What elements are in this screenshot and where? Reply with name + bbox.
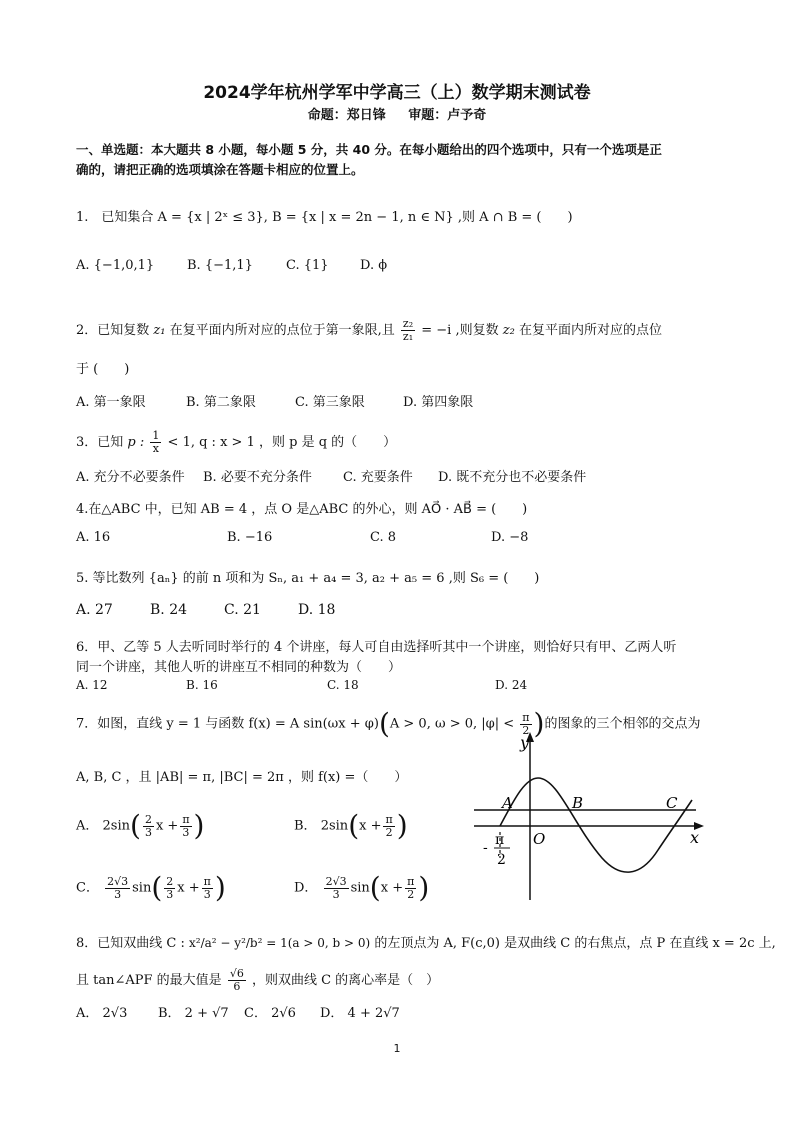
q7-option-b-coef: 2sin xyxy=(320,818,349,834)
q1-option-c: C. {1} xyxy=(286,258,329,273)
q2-option-a: A. 第一象限 xyxy=(76,395,146,410)
q2-text-a: 2．已知复数 xyxy=(76,323,150,338)
q4-option-b: B. −16 xyxy=(227,530,273,545)
q2-stem xyxy=(76,318,662,343)
q7-option-b-label: B． xyxy=(294,818,317,834)
q7-option-c: C． $\frac{2√3}{3}$ sin( $\frac{2}{3}$ x + $\frac{\pi}{3}$ ) xyxy=(76,871,226,904)
q2-stem-line2: 于 ( ) xyxy=(76,362,130,377)
q7-cond-num: π xyxy=(522,710,530,724)
section-instructions-line2: 确的，请把正确的选项填涂在答题卡相应的位置上。 xyxy=(76,162,364,177)
q7-stem-line2: A, B, C ，且 |AB| = π, |BC| = 2π ，则 f(x) =（ ） xyxy=(76,770,408,785)
q3-option-b: B. 必要不充分条件 xyxy=(203,470,312,485)
q7-option-a-frac1-den: 3 xyxy=(144,825,152,839)
q7-text-b: 的图象的三个相邻的交点为 xyxy=(544,716,701,732)
q3-option-c: C. 充要条件 xyxy=(343,470,413,485)
q7-option-c-sin: sin xyxy=(132,880,152,896)
q6-option-c: C. 18 xyxy=(327,678,359,692)
q7-option-c-frac2 xyxy=(202,876,213,901)
q3-fraction xyxy=(150,430,161,455)
q2-option-c: C. 第三象限 xyxy=(295,395,365,410)
sine-curve xyxy=(500,778,692,872)
q8-text-d: ，则双曲线 C 的离心率是（ ） xyxy=(251,973,440,988)
q3-frac-num: 1 xyxy=(152,429,160,442)
point-c-label: C xyxy=(666,794,678,812)
q8-text-b: 的左顶点为 A, F(c,0) 是双曲线 C 的右焦点，点 P 在直线 x = 2c 上, xyxy=(374,936,776,951)
q5-option-c: C. 21 xyxy=(224,602,261,618)
q6-option-a: A. 12 xyxy=(76,678,108,692)
q3-text-b: < 1, q : x > 1 ，则 xyxy=(167,435,285,450)
point-b-label: B xyxy=(572,794,584,812)
reviewer-credit: 审题：卢予奇 xyxy=(408,108,487,123)
q7-option-c-frac2-num: π xyxy=(203,874,211,888)
q8-text-a: 8．已知双曲线 C : xyxy=(76,936,185,951)
q7-cond-den: 2 xyxy=(522,723,530,737)
q2-option-b: B. 第二象限 xyxy=(186,395,256,410)
q6-stem-line1: 6．甲、乙等 5 人去听同时举行的 4 个讲座，每人可自由选择听其中一个讲座，则恰好只有甲、乙两人听 xyxy=(76,640,677,655)
exam-credits xyxy=(0,104,794,123)
q8-hyperbola-equation: x²/a² − y²/b² = 1(a > 0, b > 0) xyxy=(189,936,371,950)
q4-option-d: D. −8 xyxy=(491,530,529,545)
q7-option-d-frac-den: 2 xyxy=(407,887,415,901)
q5-option-b: B. 24 xyxy=(150,602,188,618)
q2-fraction xyxy=(401,318,415,343)
q7-option-a-coef: 2sin xyxy=(102,818,131,834)
q2-text-c: = −i ,则复数 xyxy=(421,323,499,338)
q8-option-d: D． 4 + 2√7 xyxy=(320,1006,400,1021)
q7-option-c-frac1-den: 3 xyxy=(166,887,174,901)
q2-z1: z₁ xyxy=(153,323,166,338)
point-a-label: A xyxy=(502,794,513,812)
q7-option-a-frac2-den: 3 xyxy=(182,825,190,839)
q2-option-d: D. 第四象限 xyxy=(403,395,474,410)
neg-pi-numerator: π xyxy=(495,832,505,848)
q8-frac-den: 6 xyxy=(233,980,241,993)
q4-stem: 4.在△ABC 中，已知 AB = 4 ，点 O 是△ABC 的外心，则 AO⃗ · AB⃗ = ( ) xyxy=(76,502,528,517)
q2-frac-num: z₂ xyxy=(402,317,414,330)
q6-stem-line2: 同一个讲座，其他人听的讲座互不相同的种数为（ ） xyxy=(76,660,402,675)
q7-option-c-var: x + xyxy=(177,880,200,896)
q1-option-d: D. ϕ xyxy=(360,258,388,273)
q7-option-a-frac1 xyxy=(143,814,154,839)
section-instructions-line1: 一、单选题：本大题共 8 小题，每小题 5 分，共 40 分。在每小题给出的四个选项中，只有一个选项是正 xyxy=(76,142,662,157)
neg-pi-denominator: 2 xyxy=(497,852,506,868)
q7-option-c-coef xyxy=(105,876,130,901)
q8-option-a: A． 2√3 xyxy=(76,1006,128,1021)
q7-option-c-frac2-den: 3 xyxy=(203,887,211,901)
q3-text-a: 3．已知 xyxy=(76,435,124,450)
q7-option-d-coef xyxy=(324,876,349,901)
q7-option-c-coef-num: 2√3 xyxy=(107,874,129,888)
y-axis-label: y xyxy=(520,733,530,752)
q5-option-d: D. 18 xyxy=(298,602,336,618)
q3-option-a: A. 充分不必要条件 xyxy=(76,470,185,485)
q5-option-a: A. 27 xyxy=(76,602,113,618)
q1-option-a: A. {−1,0,1} xyxy=(76,258,155,273)
q7-option-b-frac-num: π xyxy=(385,812,393,826)
q2-text-b: 在复平面内所对应的点位于第一象限,且 xyxy=(169,323,395,338)
q3-option-d: D. 既不充分也不必要条件 xyxy=(438,470,587,485)
q7-option-d-frac xyxy=(405,876,416,901)
q7-option-c-coef-den: 3 xyxy=(114,887,122,901)
neg-sign: - xyxy=(483,840,488,856)
q8-frac-num: √6 xyxy=(229,967,244,980)
q7-option-d-coef-num: 2√3 xyxy=(325,874,347,888)
page-number: 1 xyxy=(393,1042,401,1055)
q7-stem: 7．如图，直线 y = 1 与函数 f(x) = A sin(ωx + φ)(A > 0, ω > 0, |φ| < $\frac{\pi}{2}$ )的图象的三个相邻的交点为 xyxy=(76,707,701,740)
exam-title: 2024学年杭州学军中学高三（上）数学期末测试卷 xyxy=(203,83,591,103)
q3-text-c: p 是 q 的（ ） xyxy=(289,435,397,450)
q8-option-c: C． 2√6 xyxy=(244,1006,296,1021)
q4-option-c: C. 8 xyxy=(370,530,397,545)
q8-option-b: B． 2 + √7 xyxy=(158,1006,229,1021)
author-credit: 命题：郑日锋 xyxy=(307,108,386,123)
q7-option-d: D． $\frac{2√3}{3}$ sin(x + $\frac{\pi}{2}$ ) xyxy=(294,871,430,904)
q7-option-d-sin: sin xyxy=(350,880,370,896)
q7-sine-graph xyxy=(470,728,710,903)
q7-option-d-label: D． xyxy=(294,880,318,896)
q2-z2: z₂ xyxy=(502,323,515,338)
q7-option-c-frac1 xyxy=(164,876,175,901)
q8-text-c: 且 tan∠APF 的最大值是 xyxy=(76,973,222,988)
q7-option-d-coef-den: 3 xyxy=(332,887,340,901)
q7-option-b: B． 2sin(x + $\frac{\pi}{2}$ ) xyxy=(294,809,408,842)
q7-option-d-var: x + xyxy=(380,880,404,896)
q3-stem xyxy=(76,430,396,455)
q7-option-b-var: x + xyxy=(359,818,382,834)
q7-option-d-frac-num: π xyxy=(407,874,415,888)
q7-option-b-frac-den: 2 xyxy=(385,825,393,839)
q2-frac-den: z₁ xyxy=(402,330,414,343)
q8-stem xyxy=(76,932,776,951)
q7-option-a-label: A． xyxy=(76,818,99,834)
q1-option-b: B. {−1,1} xyxy=(187,258,253,273)
q7-option-a-frac2 xyxy=(180,814,191,839)
q7-option-a-frac2-num: π xyxy=(182,812,190,826)
q7-text-a: 7．如图，直线 y = 1 与函数 f(x) = A sin(ωx + φ) xyxy=(76,716,379,732)
q5-stem: 5. 等比数列 {aₙ} 的前 n 项和为 Sₙ, a₁ + a₄ = 3, a₂ + a₅ = 6 ,则 S₆ = ( ) xyxy=(76,571,540,586)
q7-option-c-label: C． xyxy=(76,880,99,896)
q3-p: p : xyxy=(127,435,145,450)
q6-option-d: D. 24 xyxy=(495,678,528,692)
q7-option-a: A． 2sin( $\frac{2}{3}$ x + $\frac{\pi}{3}$ ) xyxy=(76,809,205,842)
q8-stem-line2 xyxy=(76,968,439,993)
q7-option-b-frac xyxy=(383,814,394,839)
q7-option-c-frac1-num: 2 xyxy=(166,874,174,888)
x-axis-label: x xyxy=(690,828,700,847)
q7-condition: A > 0, ω > 0, |φ| < xyxy=(389,716,515,732)
q1-stem: 1. 已知集合 A = {x | 2ˣ ≤ 3}, B = {x | x = 2n − 1, n ∈ N} ,则 A ∩ B = ( ) xyxy=(76,210,573,225)
q3-frac-den: x xyxy=(152,442,160,455)
q4-option-a: A. 16 xyxy=(76,530,111,545)
q2-text-d: 在复平面内所对应的点位 xyxy=(518,323,662,338)
q6-option-b: B. 16 xyxy=(186,678,218,692)
q8-fraction xyxy=(228,968,246,993)
q7-option-a-frac1-num: 2 xyxy=(144,812,152,826)
origin-label: O xyxy=(533,830,546,848)
q7-option-a-var: x + xyxy=(155,818,179,834)
